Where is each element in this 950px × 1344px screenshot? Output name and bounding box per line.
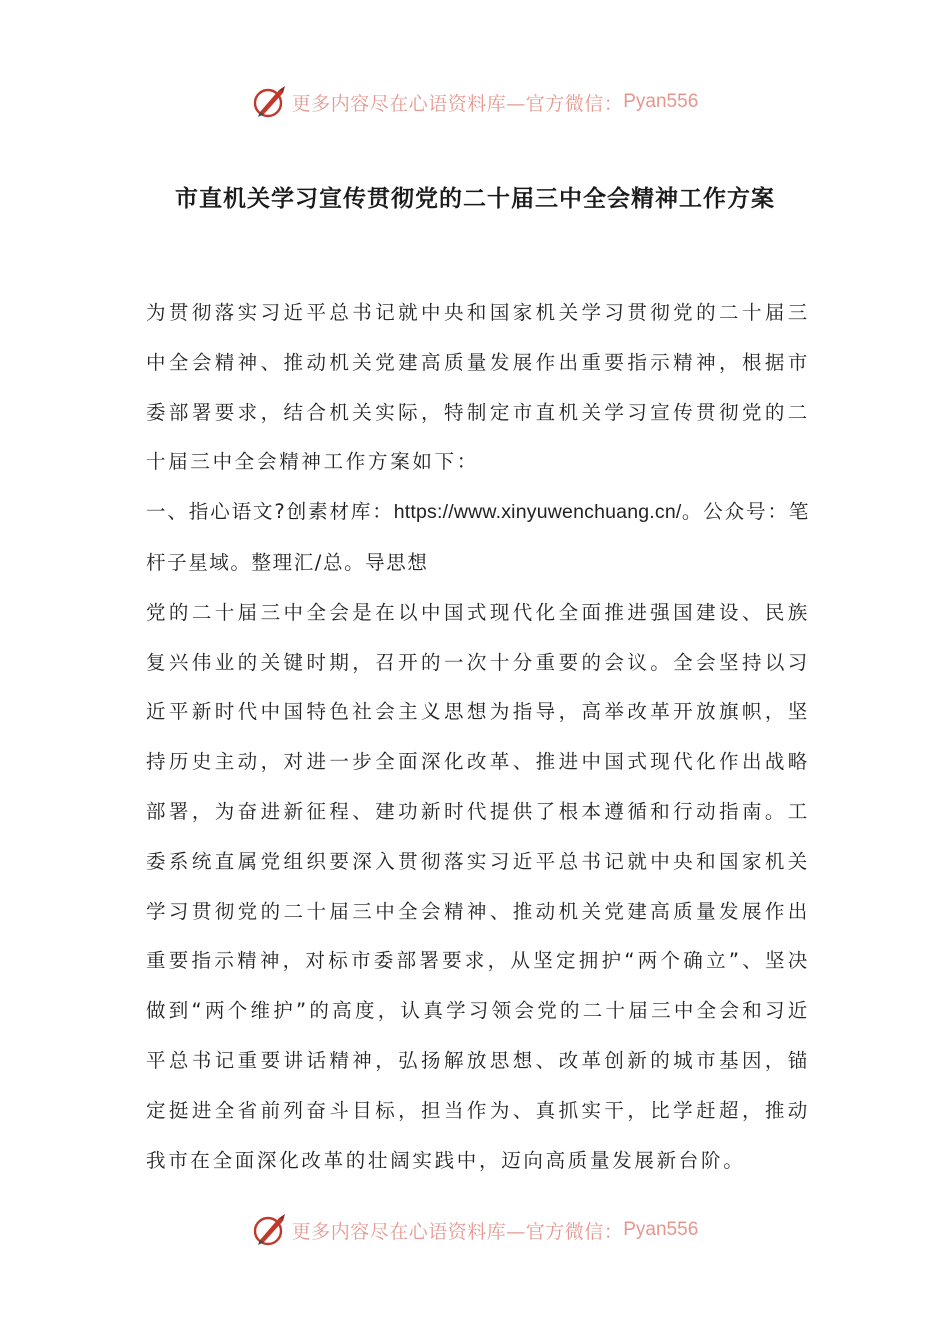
intro-paragraph: 为贯彻落实习近平总书记就中央和国家机关学习贯彻党的二十届三中全会精神、推动机关党建高质量发展作出重要指示精神，根据市委部署要求，结合机关实际，特制定市直机关学习宣传贯彻党的二十届三中全会精神工作方案如下：: [146, 301, 810, 474]
banner-slogan: 更多内容尽在心语资料库—官方微信：: [291, 92, 624, 115]
body-paragraph: 党的二十届三中全会是在以中国式现代化全面推进强国建设、民族复兴伟业的关键时期，召开的一次十分重要的会议。全会坚持以习近平新时代中国特色社会主义思想为指导，高举改革开放旗帜，坚持历史主动，对进一步全面深化改革、推进中国式现代化作出战略部署，为奋进新征程、建功新时代提供了根本遵循和行动指南。工委系统直属党组织要深入贯彻落实习近平总书记就中央和国家机关学习贯彻党的二十届三中全会精神、推动机关党建高质量发展作出重要指示精神，对标市委部署要求，从坚定拥护“两个确立”、坚决做到“两个维护”的高度，认真学习领会党的二十届三中全会和习近平总书记重要讲话精神，弘扬解放思想、改革创新的城市基因，锚定挺进全省前列奋斗目标，担当作为、真抓实干，比学赶超，推动我市在全面深化改革的壮阔实践中，迈向高质量发展新台阶。: [146, 600, 810, 1172]
banner-wechat-handle: Pyan556: [623, 1219, 699, 1240]
quill-logo-icon: [252, 84, 288, 120]
banner-wechat-handle: Pyan556: [623, 91, 699, 112]
section-one-prefix: 一、指心语文?创素材库：: [146, 500, 394, 524]
banner-slogan: 更多内容尽在心语资料库—官方微信：: [291, 1220, 624, 1243]
website-link[interactable]: https://www.xinyuwenchuang.cn/: [393, 501, 682, 524]
section-one-heading: [146, 487, 810, 588]
document-title: 市直机关学习宣传贯彻党的二十届三中全会精神工作方案: [175, 185, 775, 212]
section-one-suffix: 。公众号：笔杆子星域。整理汇/总。导思想: [146, 500, 810, 574]
document-body: [146, 288, 810, 1185]
header-banner: [0, 82, 950, 122]
quill-logo-icon: [252, 1212, 288, 1248]
footer-banner: [0, 1210, 950, 1250]
